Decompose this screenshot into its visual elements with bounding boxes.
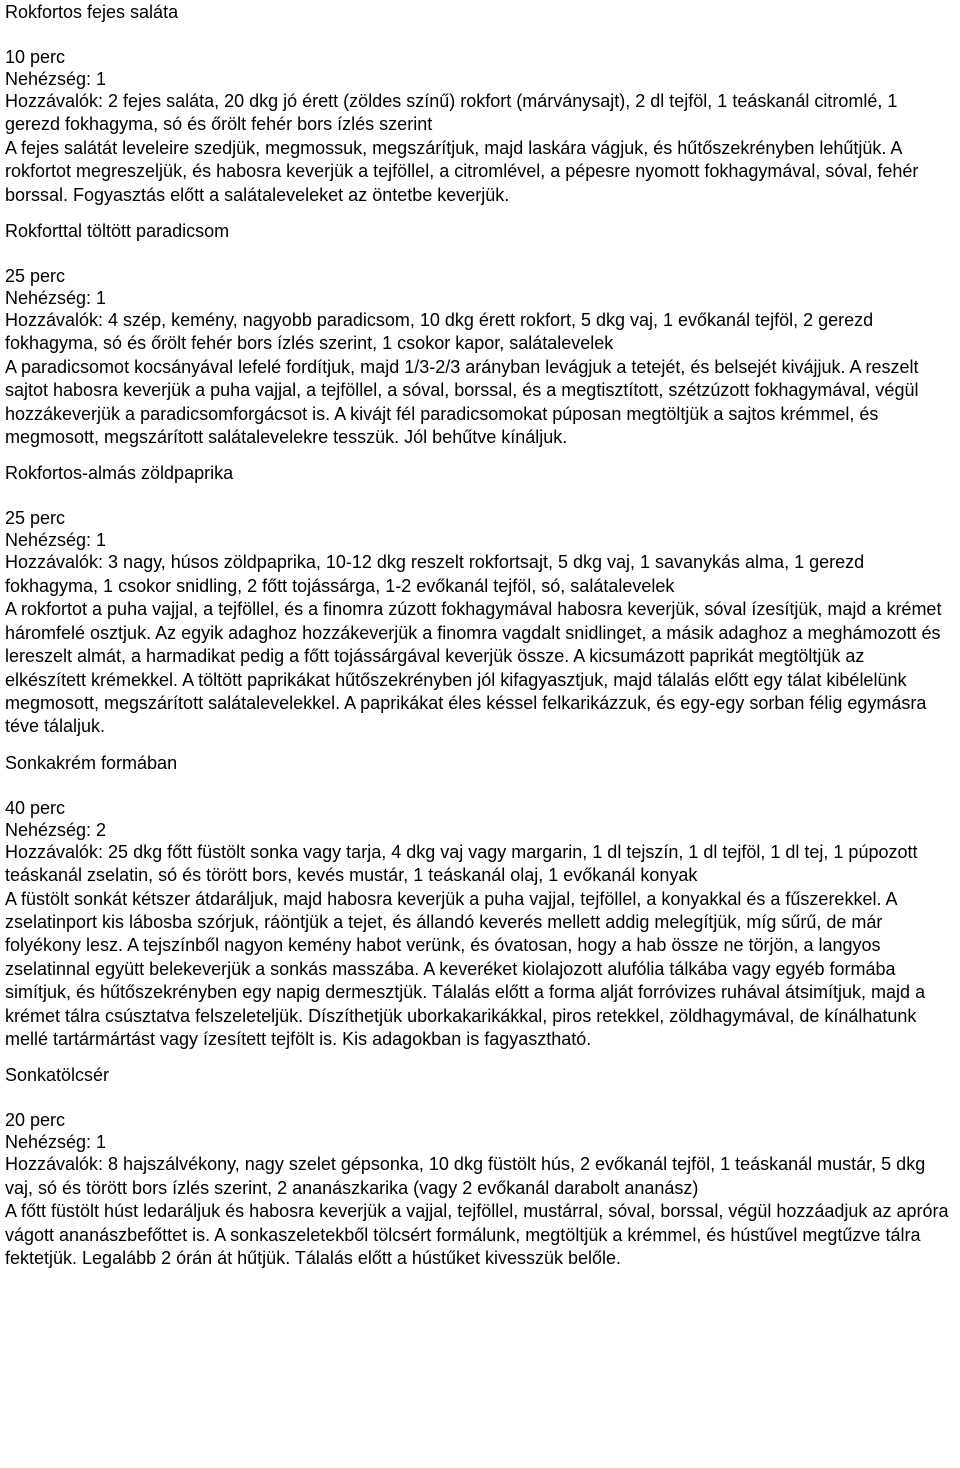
recipe-title: Sonkatölcsér xyxy=(5,1065,110,1086)
recipe-ingredients: Hozzávalók: 4 szép, kemény, nagyobb paradicsom, 10 dkg érett rokfort, 5 dkg vaj, 1 evőkanál tejföl, 2 gerezd fokhagyma, só és őrölt fehér bors ízlés szerint, 1 csokor kapor, salátalevelek xyxy=(5,310,874,354)
recipe-time: 10 perc xyxy=(5,47,66,67)
recipe-sonkakrem-formaban xyxy=(5,751,950,1052)
recipe-instructions: A fejes salátát leveleire szedjük, megmossuk, megszárítjuk, majd laskára vágjuk, és hűtőszekrényben lehűtjük. A rokfortot megreszeljük, és habosra keverjük a tejföllel, a citromlével, a pépesre nyomott fokhagymával, sóval, fehér borssal. Fogyasztás előtt a salátaleveleket az öntetbe keverjük. xyxy=(5,137,919,205)
recipe-difficulty: Nehézség: 1 xyxy=(5,530,107,551)
recipe-instructions: A paradicsomot kocsányával lefelé fordítjuk, majd 1/3-2/3 arányban levágjuk a tetejét, és belsejét kivájjuk. A reszelt sajtot habosra keverjük a puha vajjal, a tejföllel, a sóval, borssal, és a megtisztított, szétzúzott fokhagymával, végül hozzákeverjük a paradicsomforgácsot is. A kivájt fél paradicsomokat púposan megtöltjük a sajtos krémmel, és megmosott, megszárított salátalevelekre tesszük. Jól behűtve kínáljuk. xyxy=(5,356,919,448)
recipe-title: Rokfortos fejes saláta xyxy=(5,2,179,22)
spacer xyxy=(5,24,950,46)
recipe-ingredients: Hozzávalók: 8 hajszálvékony, nagy szelet gépsonka, 10 dkg füstölt hús, 2 evőkanál tejföl, 1 teáskanál mustár, 5 dkg vaj, só és törött bors ízlés szerint, 2 ananászkarika (vagy 2 evőkanál darabolt ananász) xyxy=(5,1154,926,1198)
recipe-difficulty: Nehézség: 1 xyxy=(5,69,107,89)
recipe-title: Sonkakrém formában xyxy=(5,752,178,773)
recipe-instructions: A füstölt sonkát kétszer átdaráljuk, majd habosra keverjük a puha vajjal, tejföllel, a konyakkal és a fűszerekkel. A zselatinport kis lábosba szórjuk, ráöntjük a tejet, és állandó keverés mellett addig melegítjük, míg sűrű, de már folyékony lesz. A tejszínből nagyon kemény habot verünk, és óvatosan, hogy a hab össze ne törjön, a langyos zselatinnal együtt belekeverjük a sonkás masszába. A keveréket kiolajozott alufólia tálkába vagy egyéb formába simítjuk, és hűtőszekrényben egy napig dermesztjük. Tálalás előtt a forma alját forróvizes ruhával átsimítjuk, majd a krémet tálra csúsztatva felszeleteljük. Díszíthetjük uborkakarikákkal, piros retekkel, zöldhagymával, de kínálhatunk mellé tartármártást vagy ízesített tejfölt is. Kis adagokban is fagyasztható. xyxy=(5,888,926,1049)
spacer xyxy=(5,243,950,265)
recipe-difficulty: Nehézség: 2 xyxy=(5,819,107,840)
recipe-rokforttal-toltott-paradicsom xyxy=(5,219,950,449)
recipe-difficulty: Nehézség: 1 xyxy=(5,1132,107,1153)
recipe-time: 40 perc xyxy=(5,797,66,818)
recipe-instructions: A rokfortot a puha vajjal, a tejföllel, és a finomra zúzott fokhagymával habosra keverjük, sóval ízesítjük, majd a krémet háromfelé osztjuk. Az egyik adaghoz hozzákeverjük a finomra vagdalt snidlinget, a másik adaghoz a meghámozott és lereszelt almát, a harmadikat pedig a főtt tojássárgával keverjük össze. A kicsumázott paprikát megtöltjük az elkészített krémekkel. A töltött paprikákat hűtőszekrényben jól kifagyasztjuk, majd tálalás előtt egy tálat kibélelünk megmosott, megszárított salátalevelekkel. A paprikákat éles késsel felkarikázzuk, és egy-egy sorban félig egymásra téve tálaljuk. xyxy=(5,599,942,737)
spacer xyxy=(5,775,950,797)
recipe-difficulty: Nehézség: 1 xyxy=(5,288,107,309)
recipe-rokfortos-fejes-salata xyxy=(5,0,950,207)
spacer xyxy=(5,485,950,507)
recipe-title: Rokforttal töltött paradicsom xyxy=(5,221,230,242)
recipe-ingredients: Hozzávalók: 2 fejes saláta, 20 dkg jó érett (zöldes színű) rokfort (márványsajt), 2 dl tejföl, 1 teáskanál citromlé, 1 gerezd fokhagyma, só és őrölt fehér bors ízlés szerint xyxy=(5,91,898,135)
recipe-title: Rokfortos-almás zöldpaprika xyxy=(5,463,234,484)
recipe-ingredients: Hozzávalók: 3 nagy, húsos zöldpaprika, 10-12 dkg reszelt rokfortsajt, 5 dkg vaj, 1 savanykás alma, 1 gerezd fokhagyma, 1 csokor snidling, 2 főtt tojássárga, 1-2 evőkanál tejföl, só, salátalevelek xyxy=(5,552,865,596)
recipe-time: 25 perc xyxy=(5,508,66,529)
recipe-time: 20 perc xyxy=(5,1110,66,1131)
recipe-instructions: A főtt füstölt húst ledaráljuk és habosra keverjük a vajjal, tejföllel, mustárral, sóval, borssal, végül hozzáadjuk az apróra vágott ananászbefőttet is. A sonkaszeletekből tölcsért formálunk, megtöltjük a krémmel, és hústűvel megtűzve tálra fektetjük. Legalább 2 órán át hűtjük. Tálalás előtt a hústűket kivesszük belőle. xyxy=(5,1201,949,1268)
recipe-rokfortos-almas-zoldpaprika xyxy=(5,461,950,738)
recipe-time: 25 perc xyxy=(5,266,66,287)
recipe-ingredients: Hozzávalók: 25 dkg főtt füstölt sonka vagy tarja, 4 dkg vaj vagy margarin, 1 dl tejszín, 1 dl tejföl, 1 dl tej, 1 púpozott teáskanál zselatin, só és törött bors, kevés mustár, 1 teáskanál olaj, 1 evőkanál konyak xyxy=(5,841,918,886)
spacer xyxy=(5,1087,950,1109)
recipe-sonkatolcser xyxy=(5,1063,950,1270)
